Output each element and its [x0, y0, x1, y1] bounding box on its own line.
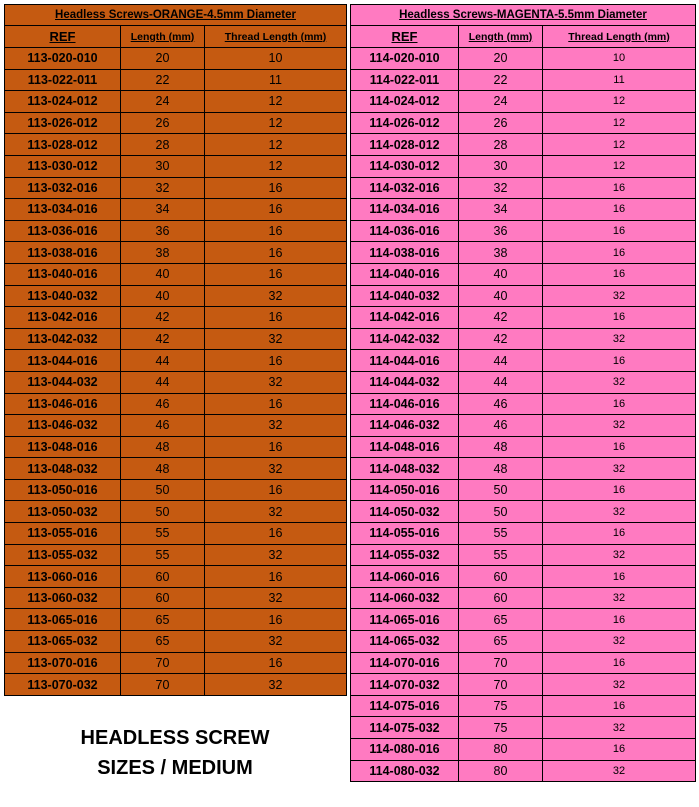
ref-cell: 113-024-012 [5, 91, 121, 113]
length-cell: 50 [121, 479, 205, 501]
length-cell: 55 [121, 544, 205, 566]
length-cell: 30 [459, 155, 543, 177]
table-row [5, 501, 347, 523]
ref-cell: 114-044-032 [351, 371, 459, 393]
thread-length-cell: 10 [543, 48, 696, 70]
length-cell: 65 [459, 631, 543, 653]
length-cell: 70 [459, 674, 543, 696]
orange-table-title: Headless Screws-ORANGE-4.5mm Diameter [5, 5, 347, 26]
length-cell: 34 [121, 199, 205, 221]
thread-length-cell: 32 [543, 285, 696, 307]
ref-cell: 114-020-010 [351, 48, 459, 70]
ref-cell: 114-032-016 [351, 177, 459, 199]
thread-length-cell: 32 [543, 458, 696, 480]
ref-cell: 113-048-016 [5, 436, 121, 458]
table-row [5, 458, 347, 480]
table-row [5, 566, 347, 588]
length-cell: 70 [459, 652, 543, 674]
thread-length-cell: 32 [543, 415, 696, 437]
table-row [351, 371, 696, 393]
orange-table-body [5, 48, 347, 696]
thread-length-cell: 16 [205, 393, 347, 415]
thread-length-cell: 16 [543, 609, 696, 631]
ref-cell: 114-022-011 [351, 69, 459, 91]
thread-length-cell: 12 [543, 155, 696, 177]
length-cell: 20 [459, 48, 543, 70]
thread-length-cell: 16 [543, 479, 696, 501]
magenta-header-length: Length (mm) [459, 26, 543, 48]
ref-cell: 114-040-016 [351, 263, 459, 285]
table-row [5, 350, 347, 372]
length-cell: 60 [121, 587, 205, 609]
table-row [5, 155, 347, 177]
table-row [5, 112, 347, 134]
thread-length-cell: 16 [543, 566, 696, 588]
ref-cell: 113-034-016 [5, 199, 121, 221]
ref-cell: 113-044-016 [5, 350, 121, 372]
magenta-table-header-row [351, 26, 696, 48]
thread-length-cell: 16 [543, 652, 696, 674]
ref-cell: 114-080-016 [351, 739, 459, 761]
length-cell: 20 [121, 48, 205, 70]
length-cell: 36 [459, 220, 543, 242]
length-cell: 42 [121, 328, 205, 350]
table-row [351, 307, 696, 329]
ref-cell: 113-036-016 [5, 220, 121, 242]
table-row [351, 263, 696, 285]
ref-cell: 114-046-032 [351, 415, 459, 437]
thread-length-cell: 11 [205, 69, 347, 91]
length-cell: 44 [459, 371, 543, 393]
ref-cell: 113-065-016 [5, 609, 121, 631]
length-cell: 28 [459, 134, 543, 156]
length-cell: 50 [459, 479, 543, 501]
thread-length-cell: 16 [205, 436, 347, 458]
length-cell: 26 [121, 112, 205, 134]
table-row [351, 242, 696, 264]
table-row [351, 717, 696, 739]
length-cell: 34 [459, 199, 543, 221]
thread-length-cell: 16 [205, 263, 347, 285]
magenta-header-ref: REF [351, 26, 459, 48]
thread-length-cell: 12 [543, 112, 696, 134]
table-row [5, 328, 347, 350]
thread-length-cell: 32 [543, 674, 696, 696]
table-row [5, 371, 347, 393]
ref-cell: 114-034-016 [351, 199, 459, 221]
thread-length-cell: 32 [543, 587, 696, 609]
thread-length-cell: 16 [543, 199, 696, 221]
table-row [351, 220, 696, 242]
ref-cell: 114-075-016 [351, 695, 459, 717]
length-cell: 46 [121, 415, 205, 437]
ref-cell: 113-060-032 [5, 587, 121, 609]
table-row [351, 350, 696, 372]
ref-cell: 114-042-032 [351, 328, 459, 350]
thread-length-cell: 32 [205, 458, 347, 480]
thread-length-cell: 16 [543, 695, 696, 717]
table-row [351, 739, 696, 761]
ref-cell: 114-055-016 [351, 523, 459, 545]
length-cell: 22 [459, 69, 543, 91]
thread-length-cell: 10 [205, 48, 347, 70]
ref-cell: 114-050-032 [351, 501, 459, 523]
table-row [5, 307, 347, 329]
ref-cell: 113-026-012 [5, 112, 121, 134]
table-row [351, 199, 696, 221]
ref-cell: 113-050-016 [5, 479, 121, 501]
magenta-table-title-row [351, 5, 696, 26]
length-cell: 44 [121, 371, 205, 393]
ref-cell: 114-042-016 [351, 307, 459, 329]
length-cell: 30 [121, 155, 205, 177]
magenta-screw-table [350, 4, 696, 782]
table-row [351, 674, 696, 696]
length-cell: 70 [121, 674, 205, 696]
table-row [351, 155, 696, 177]
thread-length-cell: 32 [543, 371, 696, 393]
ref-cell: 114-030-012 [351, 155, 459, 177]
table-row [351, 393, 696, 415]
length-cell: 50 [121, 501, 205, 523]
ref-cell: 114-060-032 [351, 587, 459, 609]
thread-length-cell: 16 [543, 523, 696, 545]
length-cell: 55 [459, 544, 543, 566]
ref-cell: 113-040-016 [5, 263, 121, 285]
table-row [5, 674, 347, 696]
thread-length-cell: 32 [543, 760, 696, 782]
table-row [5, 544, 347, 566]
thread-length-cell: 16 [205, 566, 347, 588]
ref-cell: 114-070-032 [351, 674, 459, 696]
thread-length-cell: 12 [205, 112, 347, 134]
ref-cell: 113-065-032 [5, 631, 121, 653]
table-row [351, 91, 696, 113]
thread-length-cell: 32 [205, 371, 347, 393]
ref-cell: 114-065-016 [351, 609, 459, 631]
orange-table-header-row [5, 26, 347, 48]
ref-cell: 114-080-032 [351, 760, 459, 782]
ref-cell: 113-055-032 [5, 544, 121, 566]
thread-length-cell: 32 [205, 544, 347, 566]
ref-cell: 114-044-016 [351, 350, 459, 372]
table-row [5, 479, 347, 501]
length-cell: 46 [459, 393, 543, 415]
magenta-header-thread-length: Thread Length (mm) [543, 26, 696, 48]
table-row [351, 134, 696, 156]
length-cell: 32 [121, 177, 205, 199]
ref-cell: 114-055-032 [351, 544, 459, 566]
ref-cell: 114-028-012 [351, 134, 459, 156]
thread-length-cell: 16 [205, 350, 347, 372]
table-row [5, 69, 347, 91]
length-cell: 50 [459, 501, 543, 523]
thread-length-cell: 16 [543, 350, 696, 372]
ref-cell: 113-020-010 [5, 48, 121, 70]
length-cell: 32 [459, 177, 543, 199]
length-cell: 22 [121, 69, 205, 91]
thread-length-cell: 16 [543, 177, 696, 199]
length-cell: 80 [459, 760, 543, 782]
thread-length-cell: 32 [205, 415, 347, 437]
thread-length-cell: 32 [205, 587, 347, 609]
thread-length-cell: 16 [543, 220, 696, 242]
ref-cell: 113-060-016 [5, 566, 121, 588]
thread-length-cell: 32 [543, 631, 696, 653]
ref-cell: 114-070-016 [351, 652, 459, 674]
thread-length-cell: 16 [543, 263, 696, 285]
ref-cell: 114-026-012 [351, 112, 459, 134]
ref-cell: 114-050-016 [351, 479, 459, 501]
ref-cell: 113-040-032 [5, 285, 121, 307]
table-row [351, 544, 696, 566]
ref-cell: 113-038-016 [5, 242, 121, 264]
table-row [351, 609, 696, 631]
length-cell: 46 [459, 415, 543, 437]
thread-length-cell: 32 [205, 328, 347, 350]
length-cell: 55 [459, 523, 543, 545]
length-cell: 42 [459, 328, 543, 350]
ref-cell: 113-032-016 [5, 177, 121, 199]
thread-length-cell: 32 [543, 501, 696, 523]
table-row [351, 69, 696, 91]
table-row [5, 48, 347, 70]
ref-cell: 113-042-032 [5, 328, 121, 350]
length-cell: 48 [121, 436, 205, 458]
table-row [351, 177, 696, 199]
ref-cell: 113-055-016 [5, 523, 121, 545]
length-cell: 75 [459, 717, 543, 739]
table-row [5, 134, 347, 156]
orange-screw-table-panel [4, 4, 346, 696]
ref-cell: 114-038-016 [351, 242, 459, 264]
ref-cell: 113-050-032 [5, 501, 121, 523]
ref-cell: 114-046-016 [351, 393, 459, 415]
table-row [351, 415, 696, 437]
length-cell: 55 [121, 523, 205, 545]
length-cell: 42 [459, 307, 543, 329]
thread-length-cell: 32 [543, 717, 696, 739]
table-row [351, 523, 696, 545]
magenta-screw-table-panel [350, 4, 695, 782]
thread-length-cell: 16 [543, 393, 696, 415]
orange-screw-table [4, 4, 347, 696]
orange-header-thread-length: Thread Length (mm) [205, 26, 347, 48]
thread-length-cell: 16 [205, 307, 347, 329]
length-cell: 24 [459, 91, 543, 113]
length-cell: 70 [121, 652, 205, 674]
thread-length-cell: 12 [205, 91, 347, 113]
thread-length-cell: 16 [205, 177, 347, 199]
table-row [5, 631, 347, 653]
length-cell: 60 [459, 587, 543, 609]
orange-table-title-row [5, 5, 347, 26]
thread-length-cell: 32 [205, 501, 347, 523]
ref-cell: 113-022-011 [5, 69, 121, 91]
length-cell: 80 [459, 739, 543, 761]
table-row [351, 631, 696, 653]
table-row [351, 652, 696, 674]
magenta-table-title: Headless Screws-MAGENTA-5.5mm Diameter [351, 5, 696, 26]
thread-length-cell: 32 [543, 328, 696, 350]
thread-length-cell: 16 [543, 436, 696, 458]
table-row [351, 566, 696, 588]
ref-cell: 114-060-016 [351, 566, 459, 588]
thread-length-cell: 16 [205, 609, 347, 631]
length-cell: 60 [121, 566, 205, 588]
thread-length-cell: 16 [205, 220, 347, 242]
thread-length-cell: 16 [205, 652, 347, 674]
table-row [351, 479, 696, 501]
thread-length-cell: 16 [205, 199, 347, 221]
ref-cell: 114-024-012 [351, 91, 459, 113]
thread-length-cell: 32 [543, 544, 696, 566]
length-cell: 65 [459, 609, 543, 631]
table-row [5, 523, 347, 545]
table-row [5, 609, 347, 631]
table-row [5, 263, 347, 285]
table-row [351, 112, 696, 134]
thread-length-cell: 16 [205, 242, 347, 264]
length-cell: 46 [121, 393, 205, 415]
length-cell: 26 [459, 112, 543, 134]
table-row [351, 328, 696, 350]
length-cell: 48 [459, 436, 543, 458]
length-cell: 40 [459, 285, 543, 307]
length-cell: 42 [121, 307, 205, 329]
thread-length-cell: 32 [205, 674, 347, 696]
caption-line-2: SIZES / MEDIUM [97, 757, 253, 779]
length-cell: 24 [121, 91, 205, 113]
caption-line-1: HEADLESS SCREW [80, 727, 270, 749]
ref-cell: 114-075-032 [351, 717, 459, 739]
thread-length-cell: 12 [543, 91, 696, 113]
table-row [5, 587, 347, 609]
table-row [5, 220, 347, 242]
table-row [5, 652, 347, 674]
ref-cell: 113-042-016 [5, 307, 121, 329]
length-cell: 75 [459, 695, 543, 717]
length-cell: 40 [121, 263, 205, 285]
orange-header-ref: REF [5, 26, 121, 48]
length-cell: 60 [459, 566, 543, 588]
length-cell: 36 [121, 220, 205, 242]
thread-length-cell: 12 [205, 155, 347, 177]
thread-length-cell: 32 [205, 285, 347, 307]
ref-cell: 113-044-032 [5, 371, 121, 393]
ref-cell: 114-048-032 [351, 458, 459, 480]
caption-block [4, 707, 346, 799]
length-cell: 44 [459, 350, 543, 372]
table-row [5, 199, 347, 221]
orange-header-length: Length (mm) [121, 26, 205, 48]
length-cell: 38 [459, 242, 543, 264]
table-row [5, 436, 347, 458]
length-cell: 44 [121, 350, 205, 372]
table-row [351, 285, 696, 307]
thread-length-cell: 16 [543, 242, 696, 264]
thread-length-cell: 16 [543, 739, 696, 761]
table-row [351, 760, 696, 782]
table-row [5, 242, 347, 264]
table-row [351, 436, 696, 458]
length-cell: 48 [121, 458, 205, 480]
length-cell: 65 [121, 631, 205, 653]
length-cell: 40 [459, 263, 543, 285]
length-cell: 38 [121, 242, 205, 264]
table-row [351, 501, 696, 523]
thread-length-cell: 16 [205, 523, 347, 545]
ref-cell: 113-028-012 [5, 134, 121, 156]
ref-cell: 114-048-016 [351, 436, 459, 458]
thread-length-cell: 16 [543, 307, 696, 329]
length-cell: 40 [121, 285, 205, 307]
ref-cell: 113-070-016 [5, 652, 121, 674]
table-row [5, 177, 347, 199]
ref-cell: 113-046-032 [5, 415, 121, 437]
length-cell: 65 [121, 609, 205, 631]
thread-length-cell: 12 [543, 134, 696, 156]
ref-cell: 113-048-032 [5, 458, 121, 480]
table-row [351, 695, 696, 717]
table-row [5, 415, 347, 437]
ref-cell: 114-065-032 [351, 631, 459, 653]
table-row [351, 587, 696, 609]
ref-cell: 114-040-032 [351, 285, 459, 307]
thread-length-cell: 16 [205, 479, 347, 501]
magenta-table-body [351, 48, 696, 782]
ref-cell: 113-046-016 [5, 393, 121, 415]
length-cell: 48 [459, 458, 543, 480]
table-row [5, 393, 347, 415]
thread-length-cell: 11 [543, 69, 696, 91]
thread-length-cell: 32 [205, 631, 347, 653]
ref-cell: 113-070-032 [5, 674, 121, 696]
table-row [351, 458, 696, 480]
table-row [5, 91, 347, 113]
thread-length-cell: 12 [205, 134, 347, 156]
ref-cell: 113-030-012 [5, 155, 121, 177]
length-cell: 28 [121, 134, 205, 156]
table-row [351, 48, 696, 70]
ref-cell: 114-036-016 [351, 220, 459, 242]
table-row [5, 285, 347, 307]
